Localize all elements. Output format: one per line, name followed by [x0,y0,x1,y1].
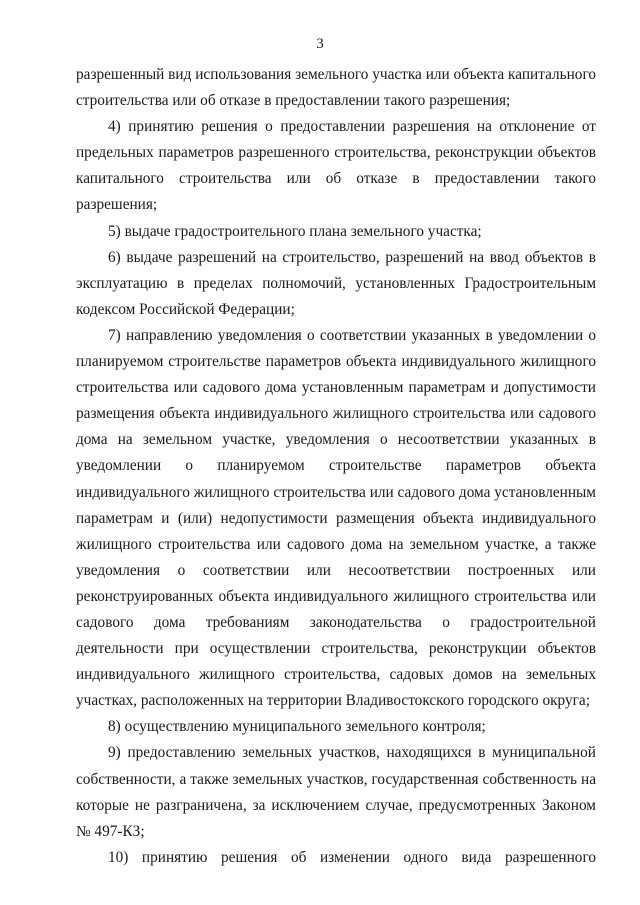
list-item-9: 9) предоставлению земельных участков, находящихся в муниципальной собственности, а также земельных участков, государственная собственность на которые не разграничена, за исключением случае, предусмотренных Законом № 497-КЗ; [76,744,596,840]
page-number: 3 [316,36,324,52]
paragraph-continuation: разрешенный вид использования земельного участка или объекта капитального строительства или об отказе в предоставлении такого разрешения; [76,66,596,110]
document-body [76,62,596,871]
list-item-5: 5) выдаче градостроительного плана земельного участка; [108,222,482,240]
list-item-8: 8) осуществлению муниципального земельного контроля; [108,718,486,736]
list-item-6: 6) выдаче разрешений на строительство, разрешений на ввод объектов в эксплуатацию в пределах полномочий, установленных Градостроительным кодексом Российской Федерации; [76,248,596,318]
list-item-4: 4) принятию решения о предоставлении разрешения на отклонение от предельных параметров разрешенного строительства, реконструкции объектов капитального строительства или об отказе в предоставлении такого разрешения; [76,118,596,214]
list-item-7: 7) направлению уведомления о соответствии указанных в уведомлении о планируемом строительстве параметров объекта индивидуального жилищного строительства или садового дома установленным параметрам и допустимости размещения объекта индивидуального жилищного строительства или садового дома на земельном участке, уведомления о несоответствии указанных в уведомлении о планируемом строительстве параметров объекта индивидуального жилищного строительства или садового дома установленным параметрам и (или) недопустимости размещения объекта индивидуального жилищного строительства или садового дома на земельном участке, а также уведомления о соответствии или несоответствии построенных или реконструированных объекта индивидуального жилищного строительства или садового дома требованиям законодательства о градостроительной деятельности при осуществлении строительства, реконструкции объектов индивидуального жилищного строительства, садовых домов на земельных участках, расположенных на территории Владивостокского городского округа; [76,326,596,710]
list-item-10: 10) принятию решения об изменении одного вида разрешенного [108,848,596,866]
